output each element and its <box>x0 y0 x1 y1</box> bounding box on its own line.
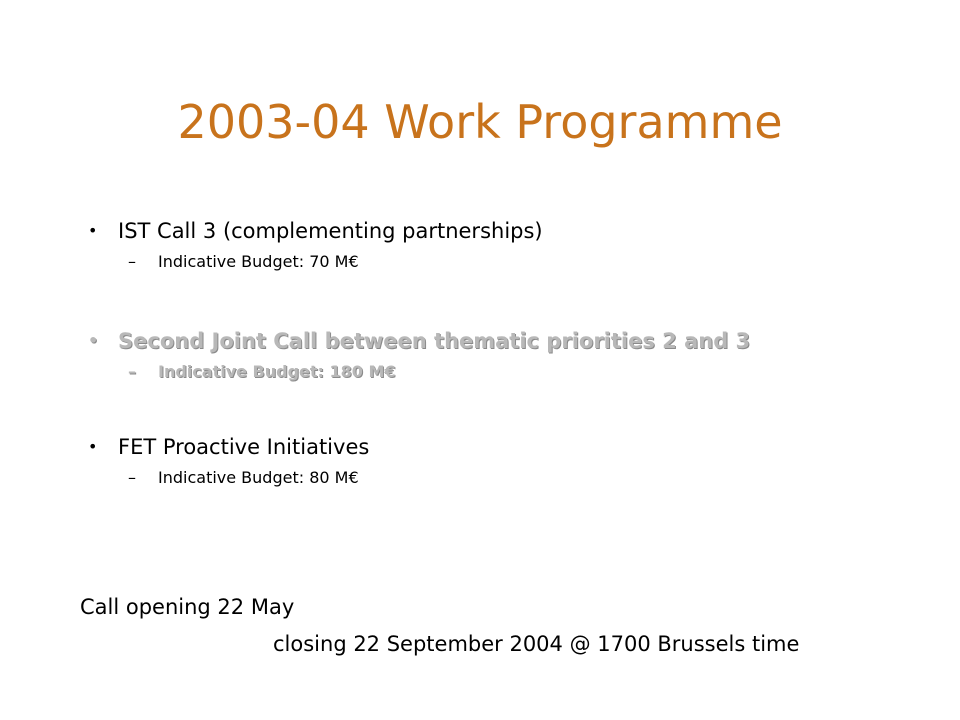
bullet-item-ist-call-3 <box>88 214 908 276</box>
bullet-list <box>88 214 908 492</box>
sub-bullet-text: Indicative Budget: 70 M€ <box>158 252 359 271</box>
slide-title: 2003-04 Work Programme <box>177 95 783 149</box>
dash-icon: – <box>128 252 136 271</box>
sub-bullet-row <box>128 248 908 276</box>
bullet-row <box>88 324 908 358</box>
dash-icon: – <box>128 362 136 381</box>
bullet-item-second-joint-call <box>88 324 908 386</box>
bullet-dot-icon: • <box>88 331 99 350</box>
bullet-text: FET Proactive Initiatives <box>118 435 370 459</box>
dash-icon: – <box>128 468 136 487</box>
bullet-row <box>88 214 908 248</box>
call-closing-text: closing 22 September 2004 @ 1700 Brussels time <box>273 632 800 656</box>
bullet-item-fet-proactive <box>88 430 908 492</box>
call-opening-text: Call opening 22 May <box>80 595 295 619</box>
bullet-row <box>88 430 908 464</box>
bullet-dot-icon: • <box>88 437 98 456</box>
sub-bullet-text: Indicative Budget: 80 M€ <box>158 468 359 487</box>
bullet-text: Second Joint Call between thematic priorities 2 and 3 <box>118 329 751 353</box>
bullet-dot-icon: • <box>88 221 98 240</box>
sub-bullet-row <box>128 464 908 492</box>
bullet-text: IST Call 3 (complementing partnerships) <box>118 219 543 243</box>
sub-bullet-text: Indicative Budget: 180 M€ <box>158 362 396 381</box>
sub-bullet-row <box>128 358 908 386</box>
